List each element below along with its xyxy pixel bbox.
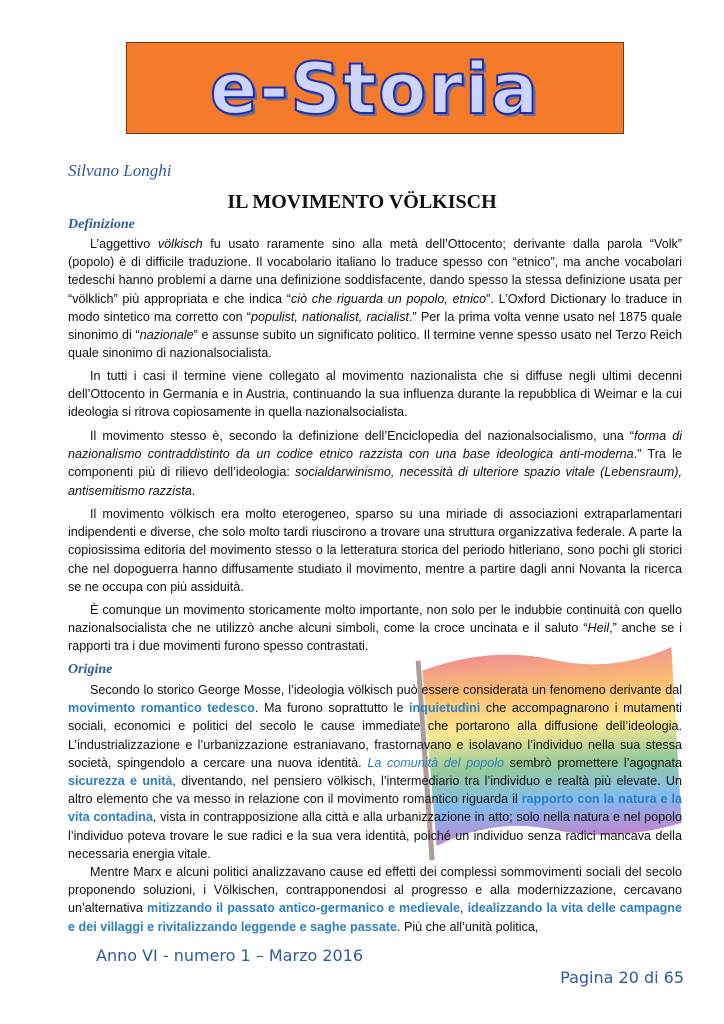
section-heading-origine: Origine xyxy=(68,662,113,677)
origin-paragraph-1: Secondo lo storico George Mosse, l’ideologia völkisch può essere considerata un fenomeno derivante dal movimento romantico tedesco. Ma furono soprattutto le inquietudini che accompagnarono i mutamenti sociali, economici e politici del secolo le cause immediate che portarono alla diffusione dell’ideologia. L’industrializzazione e l’urbanizzazione estraniavano, frastornavano e isolavano l’individuo nella sua stessa società, spingendolo a cercare una nuova identità. La comunità del popolo sembrò promettere l’agognata sicurezza e unità, diventando, nel pensiero völkisch, l’intermediario tra l’individuo e realtà più elevate. Un altro elemento che va messo in relazione con il movimento romantico riguarda il rapporto con la natura e la vita contadina, vista in contrapposizione alla città e alla urbanizzazione in atto; solo nella natura e nel popolo l’individuo poteva trovare le sue radici e la sua vera identità, poiché un individuo senza radici mancava della necessaria energia vitale. xyxy=(68,683,682,861)
definition-paragraph-3: Il movimento stesso è, secondo la definizione dell’Enciclopedia del nazionalsocialismo, una “forma di nazionalismo contraddistinto da un codice etnico razzista con una base ideologica anti-moderna.” Tra le componenti più di rilievo dell’ideologia: socialdarwinismo, necessità di ulteriore spazio vitale (Lebensraum), antisemitismo razzista. xyxy=(68,429,682,498)
definition-paragraph-4: Il movimento völkisch era molto eterogeneo, sparso su una miriade di associazioni extraparlamentari indipendenti e diverse, che solo molto tardi riuscirono a trovare una struttura organizzativa federale. A parte la copiosissima editoria del movimento stesso o la letteratura storica del periodo hitleriano, sono pochi gli storici che nel dopoguerra hanno diffusamente studiato il movimento, mentre a partire dagli anni Novanta la ricerca se ne occupa con più assiduità. xyxy=(68,507,682,594)
section-heading-definizione: Definizione xyxy=(68,217,135,232)
masthead-banner xyxy=(126,42,624,134)
definition-paragraph-2: In tutti i casi il termine viene collegato al movimento nazionalista che si diffuse negli ultimi decenni dell’Ottocento in Germania e in Austria, continuando la sua influenza durante la repubblica di Weimar e la cui ideologia si ritrova copiosamente in quella nazionalsocialista. xyxy=(68,369,682,420)
issue-info: Anno VI - numero 1 – Marzo 2016 xyxy=(96,946,364,965)
article-title: IL MOVIMENTO VÖLKISCH xyxy=(227,191,497,213)
page-number: Pagina 20 di 65 xyxy=(560,968,684,987)
definition-paragraph-1: L’aggettivo völkisch fu usato raramente sino alla metà dell’Ottocento; derivante dalla parola “Volk” (popolo) è di difficile traduzione. Il vocabolario italiano lo traduce spesso con “etnico”, ma anche vocabolari tedeschi hanno problemi a darne una definizione soddisfacente, dando spesso la stessa definizione usata per “völklich” più appropriata e che indica “ciò che riguarda un popolo, etnico”. L’Oxford Dictionary lo traduce in modo sintetico ma corretto con “populist, nationalist, racialist.” Per la prima volta venne usato nel 1875 quale sinonimo di “nazionale” e assunse subito un significato politico. Il termine venne spesso usato nel Terzo Reich quale sinonimo di nazionalsocialista. xyxy=(68,237,683,361)
masthead-logo: e-Storia xyxy=(209,48,541,130)
definition-paragraph-5: È comunque un movimento storicamente molto importante, non solo per le indubbie continuità con quello nazionalsocialista che ne utilizzò anche alcuni simboli, come la croce uncinata e il saluto “Heil,” anche se i rapporti tra i due movimenti furono spesso contrastati. xyxy=(68,603,682,654)
origin-paragraph-2: Mentre Marx e alcuni politici analizzavano cause ed effetti dei complessi sommovimenti sociali del secolo proponendo soluzioni, i Völkischen, contrapponendosi al progresso e alla modernizzazione, cercavano un’alternativa mitizzando il passato antico-germanico e medievale, idealizzando la vita delle campagne e dei villaggi e rivitalizzando leggende e saghe passate. Più che all’unità politica, xyxy=(68,865,682,934)
author-name: Silvano Longhi xyxy=(68,161,172,180)
